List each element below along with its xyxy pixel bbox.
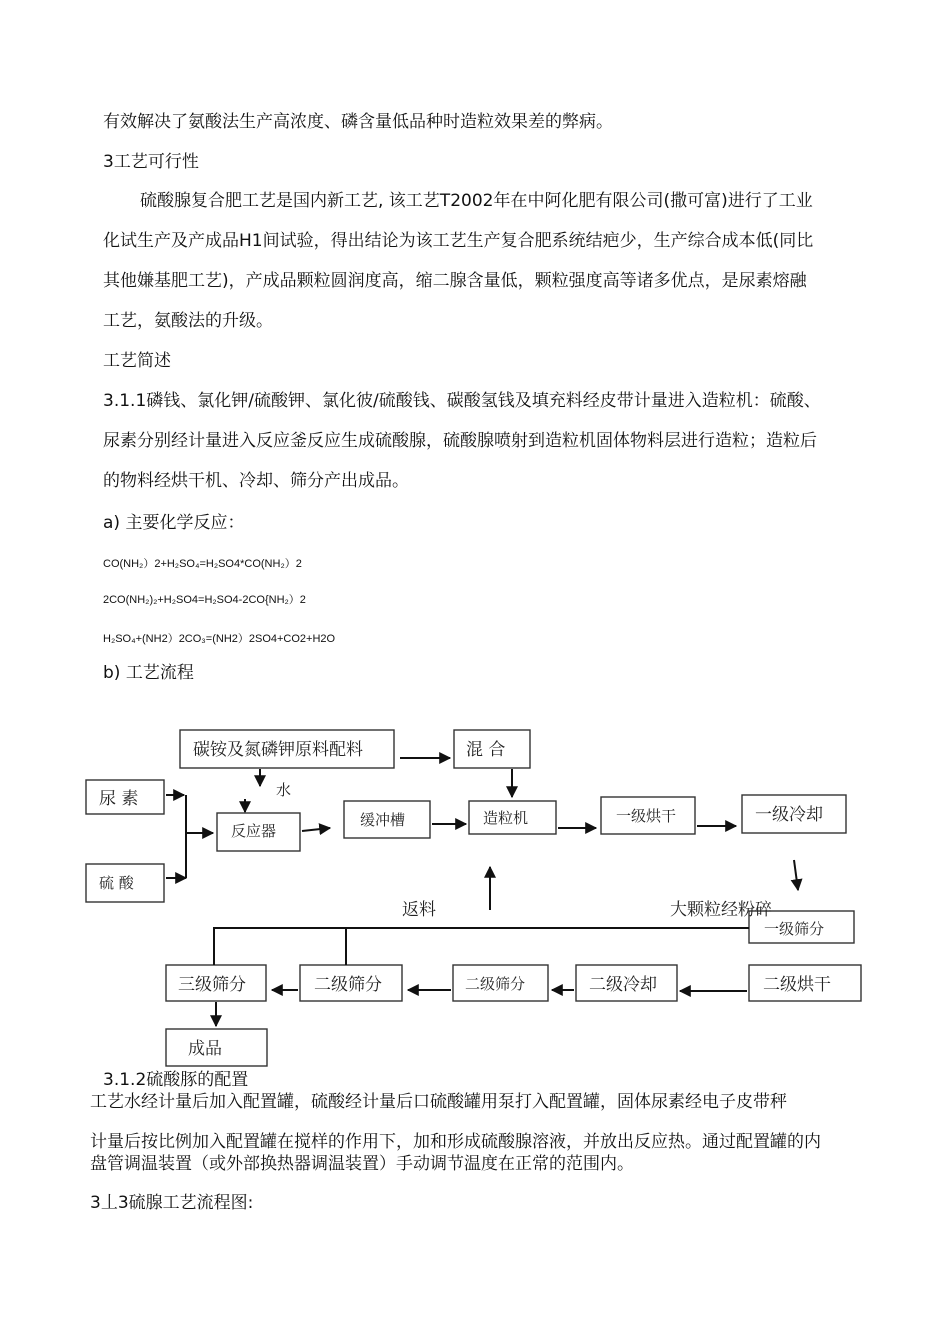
label-dryer-1: 一级烘干	[616, 807, 677, 825]
paragraph-config-line2: 计量后按比例加入配置罐在搅样的作用下，加和形成硫酸腺溶液，并放出反应热。通过配置罐的内	[90, 1132, 821, 1152]
arrow-cooler1-to-screen1	[794, 860, 798, 890]
section-heading-3-1-2: 3.1.2硫酸豚的配置	[103, 1070, 249, 1090]
equation-2: 2CO(NH₂)₂+H₂SO4=H₂SO4-2CO{NH₂）2	[103, 594, 306, 606]
label-screen-3: 三级筛分	[178, 975, 246, 995]
label-sulfuric-acid: 硫 酸	[99, 874, 134, 892]
label-buffer-tank: 缓冲槽	[360, 811, 406, 829]
paragraph-overview-line1: 3.1.1磷钱、氯化钾/硫酸钾、氯化彼/硫酸钱、碳酸氢钱及填充料经皮带计量进入造粒机：硫酸、	[103, 391, 821, 411]
label-granulator: 造粒机	[483, 809, 529, 827]
label-return: 返料	[402, 900, 436, 920]
paragraph-config-line1: 工艺水经计量后加入配置罐，硫酸经计量后口硫酸罐用泵打入配置罐，固体尿素经电子皮带秤	[90, 1092, 787, 1112]
label-reactor: 反应器	[231, 822, 277, 840]
paragraph-feasibility-line1: 硫酸腺复合肥工艺是国内新工艺, 该工艺T2002年在中阿化肥有限公司(撒可富)进行了工业	[140, 191, 813, 211]
line-return-loop	[214, 928, 749, 965]
label-urea: 尿 素	[99, 789, 139, 809]
section-heading-overview: 工艺简述	[103, 351, 171, 371]
paragraph-config-line3: 盘管调温装置（或外部换热器调温装置）手动调节温度在正常的范围内。	[90, 1154, 634, 1174]
label-cooler-2: 二级冷却	[589, 975, 657, 995]
equation-3: H₂SO₄+(NH2）2CO₃=(NH2）2SO4+CO2+H2O	[103, 633, 336, 645]
equation-1: CO(NH₂）2+H₂SO₄=H₂SO4*CO(NH₂）2	[103, 558, 302, 570]
label-dryer-2: 二级烘干	[763, 975, 831, 995]
paragraph-feasibility-line4: 工艺，氨酸法的升级。	[103, 311, 273, 331]
paragraph-overview-line2: 尿素分别经计量进入反应釜反应生成硫酸腺，硫酸腺喷射到造粒机固体物料层进行造粒；造粒后	[103, 431, 817, 451]
paragraph-intro-line: 有效解决了氨酸法生产高浓度、磷含量低品种时造粒效果差的弊病。	[103, 112, 613, 132]
paragraph-overview-line3: 的物料经烘干机、冷却、筛分产出成品。	[103, 471, 409, 491]
label-screen-1: 一级筛分	[764, 920, 825, 938]
section-heading-feasibility: 3工艺可行性	[103, 152, 199, 172]
list-label-process: b) 工艺流程	[103, 663, 194, 683]
label-cooler-1: 一级冷却	[755, 805, 823, 825]
label-product: 成品	[188, 1039, 222, 1059]
label-screen-2a: 二级筛分	[314, 975, 382, 995]
label-mix: 混 合	[466, 740, 506, 760]
list-label-reactions: a) 主要化学反应：	[103, 513, 245, 533]
paragraph-feasibility-line2: 化试生产及产成品H1间试验，得出结论为该工艺生产复合肥系统结疤少，生产综合成本低(同比	[103, 231, 814, 251]
label-raw-material-mix: 碳铵及氮磷钾原料配料	[193, 740, 363, 760]
label-crush: 大颗粒经粉碎	[670, 900, 772, 920]
label-screen-2b: 二级筛分	[465, 975, 526, 993]
section-heading-3-1-3: 3丄3硫腺工艺流程图:	[90, 1193, 254, 1213]
label-water: 水	[276, 781, 292, 799]
paragraph-feasibility-line3: 其他嫌基肥工艺)，产成品颗粒圆润度高，缩二腺含量低，颗粒强度高等诸多优点，是尿素熔融	[103, 271, 807, 291]
arrow-reactor-to-buffer	[302, 828, 330, 831]
